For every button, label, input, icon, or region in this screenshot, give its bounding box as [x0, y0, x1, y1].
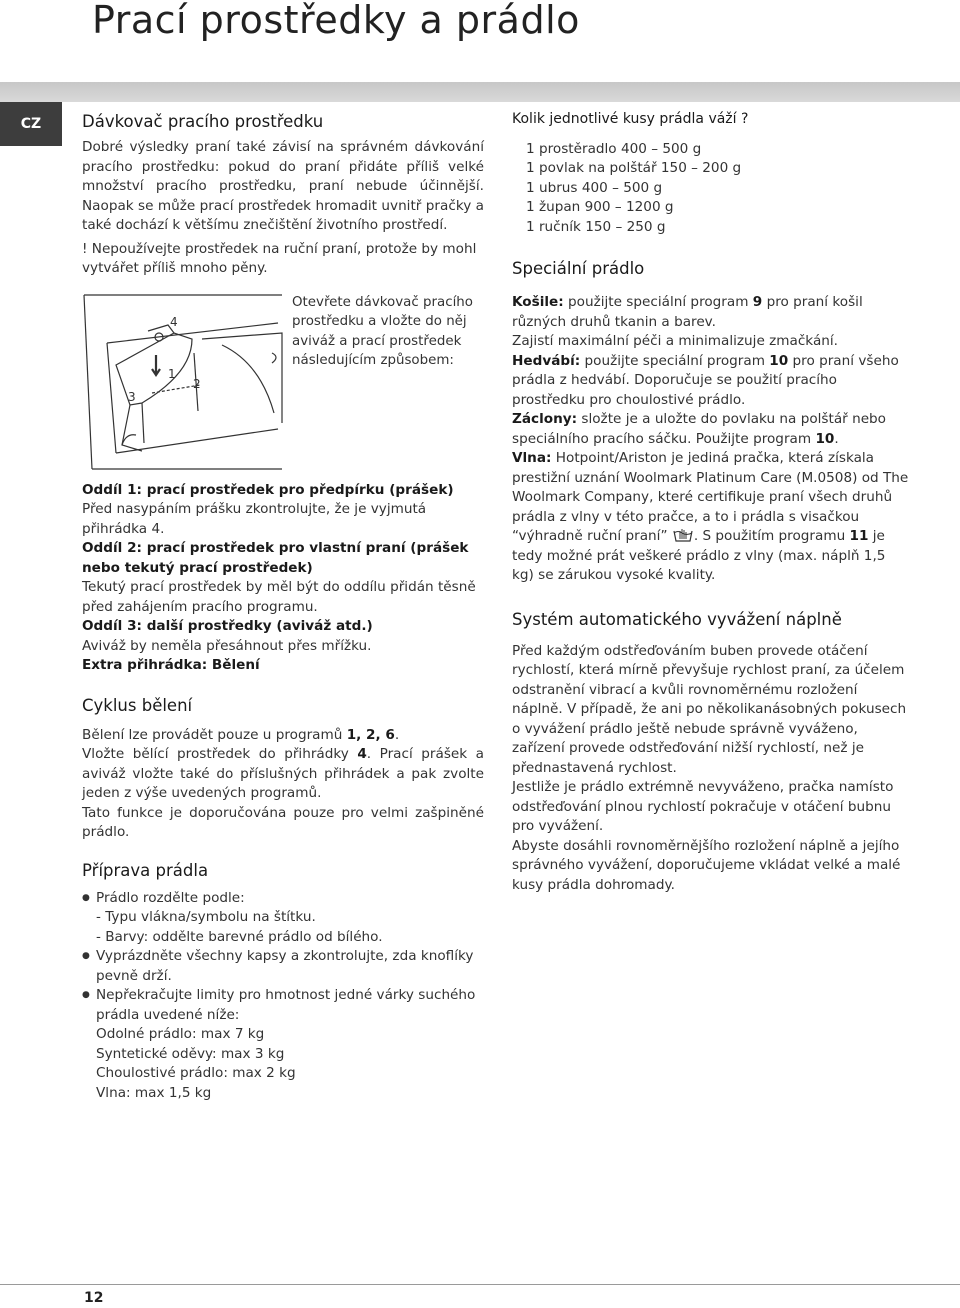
bleach-paragraph-3: Tato funkce je doporučována pouze pro velmi zašpiněné prádlo. — [82, 804, 484, 840]
extra-compartment-title: Extra přihrádka: Bělení — [82, 657, 260, 673]
dispenser-intro: Dobré výsledky praní také závisí na správném dávkování pracího prostředku: pokud do praní přidáte příliš velké množství pracího prostředku, praní nebude účinnější. Naopak se může prací prostředek hromadit uvnitř pračky a také dochází k většímu znečištění životního prostředí. — [82, 139, 484, 233]
figure-caption: Otevřete dávkovač pracího prostředku a vložte do něj aviváž a prací prostředek následujícím způsobem: — [292, 294, 473, 368]
wool-paragraph: Vlna: Hotpoint/Ariston je jediná pračka, která získala prestižní uznání Woolmark Platinum Care (M.0508) od The Woolmark Company, které certifikuje praní všech druhů prádla z vlny v této pračce, a to i prádla s visačkou “výhradně ruční praní” . S použitím programu 11 je tedy možné prát veškeré prádlo z vlny (max. náplň 1,5 kg) se zárukou vysoké kvality. — [512, 450, 909, 583]
shirts-paragraph: Košile: použijte speciální program 9 pro praní košil různých druhů tkanin a barev. — [512, 294, 863, 330]
list-item: 1 ubrus 400 – 500 g — [526, 179, 663, 196]
list-item: 1 ručník 150 – 250 g — [526, 218, 666, 235]
auto-balance-heading: Systém automatického vyvážení náplně — [512, 609, 842, 629]
hand-wash-icon — [672, 527, 694, 543]
compartment-3-text: Aviváž by neměla přesáhnout přes mřížku. — [82, 637, 372, 654]
page-title: Prací prostředky a prádlo — [92, 0, 580, 42]
figure-label-3: 3 — [128, 389, 136, 404]
weights-heading: Kolik jednotlivé kusy prádla váží ? — [512, 111, 749, 127]
dispenser-heading: Dávkovač pracího prostředku — [82, 112, 324, 131]
figure-label-4: 4 — [170, 314, 178, 329]
silk-paragraph: Hedvábí: použijte speciální program 10 pro praní všeho prádla z hedvábí. Doporučuje se použití pracího prostředku pro choulostivé prádlo. — [512, 352, 899, 408]
list-item: ● Prádlo rozdělte podle: - Typu vlákna/symbolu na štítku. - Barvy: oddělte barevné prádlo od bílého. — [82, 889, 484, 948]
footer-rule — [0, 1284, 960, 1285]
weights-list — [512, 140, 910, 238]
list-item: 1 župan 900 – 1200 g — [526, 199, 674, 215]
auto-balance-paragraph-3: Abyste dosáhli rovnoměrnějšího rozložení náplně a jejího správného vyvážení, doporučujeme vkládat velké a malé kusy prádla dohromady. — [512, 837, 901, 893]
auto-balance-paragraph-1: Před každým odstřeďováním buben provede otáčení rychlostí, která mírně převyšuje rychlost praní, za účelem odstranění vibrací a kvůli rovnoměrnému rozložení náplně. V případě, že ani po několikanásobných pokusech o vyvážení prádlo ještě nebude správně vyváženo, zařízení provede odstřeďování nižší rychlostí, než je přednastavená rychlost. — [512, 642, 907, 776]
special-laundry-section — [512, 293, 910, 586]
weight-limit: Choulostivé prádlo: max 2 kg — [96, 1065, 296, 1081]
preparation-heading: Příprava prádla — [82, 860, 209, 880]
bleach-paragraph-1: Bělení lze provádět pouze u programů 1, 2, 6. — [82, 726, 400, 743]
list-sub-item: - Typu vlákna/symbolu na štítku. — [96, 909, 316, 925]
dispenser-figure — [82, 293, 484, 481]
left-column — [82, 110, 484, 1103]
bleach-paragraph-2: Vložte bělící prostředek do přihrádky 4. Prací prášek a aviváž vložte také do příslušných přihrádek a pak zvolte jeden z výše uvedených programů. — [82, 746, 485, 801]
compartment-3-title: Oddíl 3: další prostředky (aviváž atd.) — [82, 618, 373, 634]
auto-balance-paragraph-2: Jestliže je prádlo extrémně nevyváženo, pračka namísto odstřeďování plnou rychlostí pokračuje v otáčení bubnu pro vyvážení. — [512, 779, 894, 834]
compartment-1-title: Oddíl 1: prací prostředek pro předpírku (prášek) — [82, 481, 454, 498]
weight-limit: Odolné prádlo: max 7 kg — [96, 1026, 265, 1042]
compartment-2-text: Tekutý prací prostředek by měl být do oddílu přidán těsně před zahájením pracího programu. — [82, 579, 476, 615]
language-tab: CZ — [0, 102, 62, 146]
figure-label-1: 1 — [168, 366, 176, 381]
detergent-drawer-illustration — [82, 293, 287, 479]
weight-limit: Syntetické oděvy: max 3 kg — [96, 1045, 285, 1062]
list-item: ● Nepřekračujte limity pro hmotnost jedné várky suchého prádla uvedené níže: Odolné prádlo: max 7 kg Syntetické oděvy: max 3 kg Choulostivé prádlo: max 2 kg Vlna: max 1,5 kg — [82, 986, 484, 1103]
special-laundry-heading: Speciální prádlo — [512, 259, 645, 278]
preparation-list — [82, 889, 484, 1104]
right-column — [512, 110, 910, 895]
weight-limit: Vlna: max 1,5 kg — [96, 1084, 212, 1101]
page-number: 12 — [84, 1290, 104, 1306]
list-sub-item: - Barvy: oddělte barevné prádlo od bílého. — [96, 928, 383, 945]
compartment-1-text: Před nasypáním prášku zkontrolujte, že je vyjmutá přihrádka 4. — [82, 501, 427, 537]
figure-label-2: 2 — [193, 376, 201, 391]
dispenser-warning: ! Nepoužívejte prostředek na ruční praní, protože by mohl vytvářet příliš mnoho pěny. — [82, 240, 477, 276]
header-bar — [0, 82, 960, 102]
compartment-2-title: Oddíl 2: prací prostředek pro vlastní praní (prášek nebo tekutý prací prostředek) — [82, 540, 469, 576]
list-item: 1 prostěradlo 400 – 500 g — [526, 140, 702, 157]
bleach-heading: Cyklus bělení — [82, 695, 193, 715]
curtains-paragraph: Záclony: složte je a uložte do povlaku na polštář nebo speciálního pracího sáčku. Použijte program 10. — [512, 411, 887, 447]
list-item: 1 povlak na polštář 150 – 200 g — [526, 160, 742, 176]
list-item: ● Vyprázdněte všechny kapsy a zkontrolujte, zda knoflíky pevně drží. — [82, 947, 484, 986]
shirts-note: Zajistí maximální péči a minimalizuje zmačkání. — [512, 333, 838, 349]
